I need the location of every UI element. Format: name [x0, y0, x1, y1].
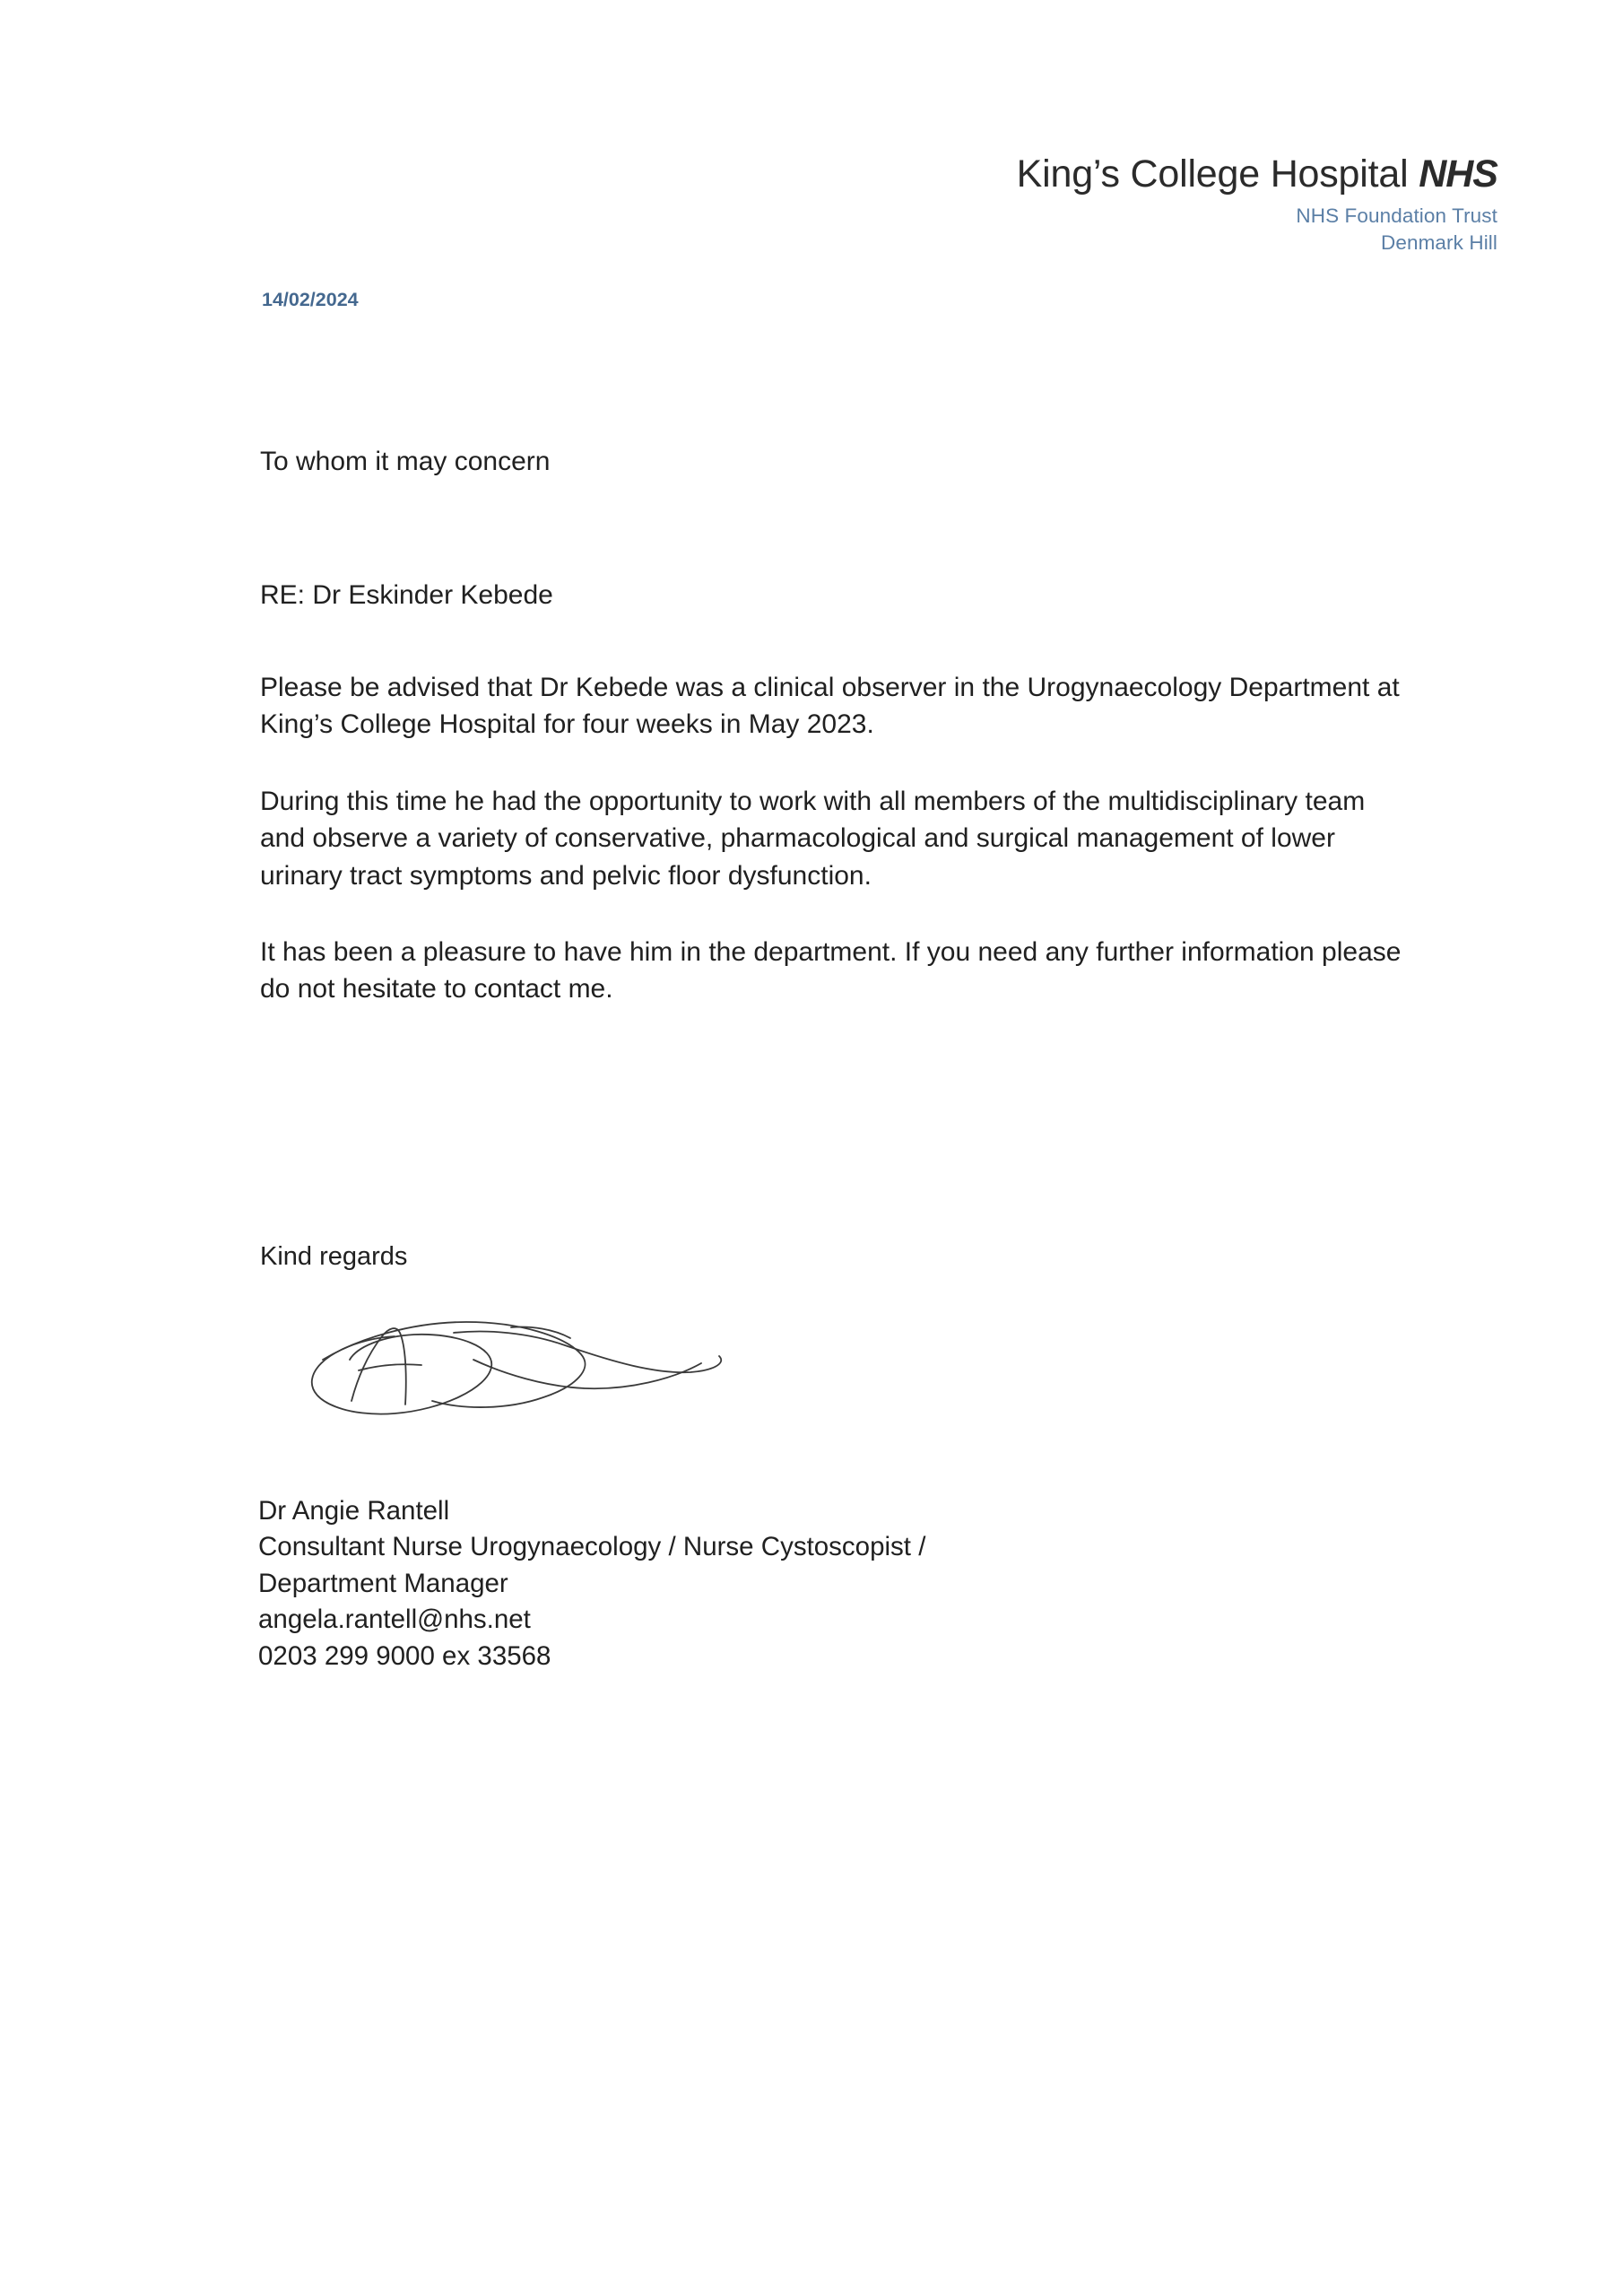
letter-body — [260, 444, 1435, 1008]
paragraph-2: During this time he had the opportunity to work with all members of the multidisciplinary team and observe a variety of conservative, pharmacological and surgical management of lower urinary tract symptoms and pelvic floor dysfunction. — [260, 786, 1366, 891]
signature-svg — [296, 1274, 780, 1453]
subject-line: RE: Dr Eskinder Kebede — [260, 579, 553, 610]
nhs-logo-text: NHS — [1419, 152, 1497, 196]
signature-image — [296, 1274, 780, 1453]
signoff-role-line-1: Consultant Nurse Urogynaecology / Nurse Cystoscopist / — [258, 1532, 926, 1562]
signoff-email: angela.rantell@nhs.net — [258, 1605, 531, 1635]
paragraph-3: It has been a pleasure to have him in the department. If you need any further information please do not hesitate to contact me. — [260, 936, 1402, 1004]
paragraph-1: Please be advised that Dr Kebede was a clinical observer in the Urogynaecology Department at King’s College Hospital for four weeks in May 2023. — [260, 673, 1400, 740]
trust-line: NHS Foundation Trust — [1296, 204, 1497, 227]
signoff-phone: 0203 299 9000 ex 33568 — [258, 1640, 551, 1671]
hospital-name — [1017, 152, 1497, 196]
letterhead — [1017, 152, 1497, 255]
salutation: To whom it may concern — [260, 447, 551, 476]
closing-line: Kind regards — [260, 1242, 408, 1271]
letter-date: 14/02/2024 — [262, 289, 359, 310]
site-line: Denmark Hill — [1381, 231, 1497, 254]
hospital-name-text: King’s College Hospital — [1016, 152, 1409, 196]
signoff-name: Dr Angie Rantell — [258, 1496, 450, 1526]
signoff-block — [258, 1493, 925, 1674]
signoff-role-line-2: Department Manager — [258, 1568, 508, 1598]
